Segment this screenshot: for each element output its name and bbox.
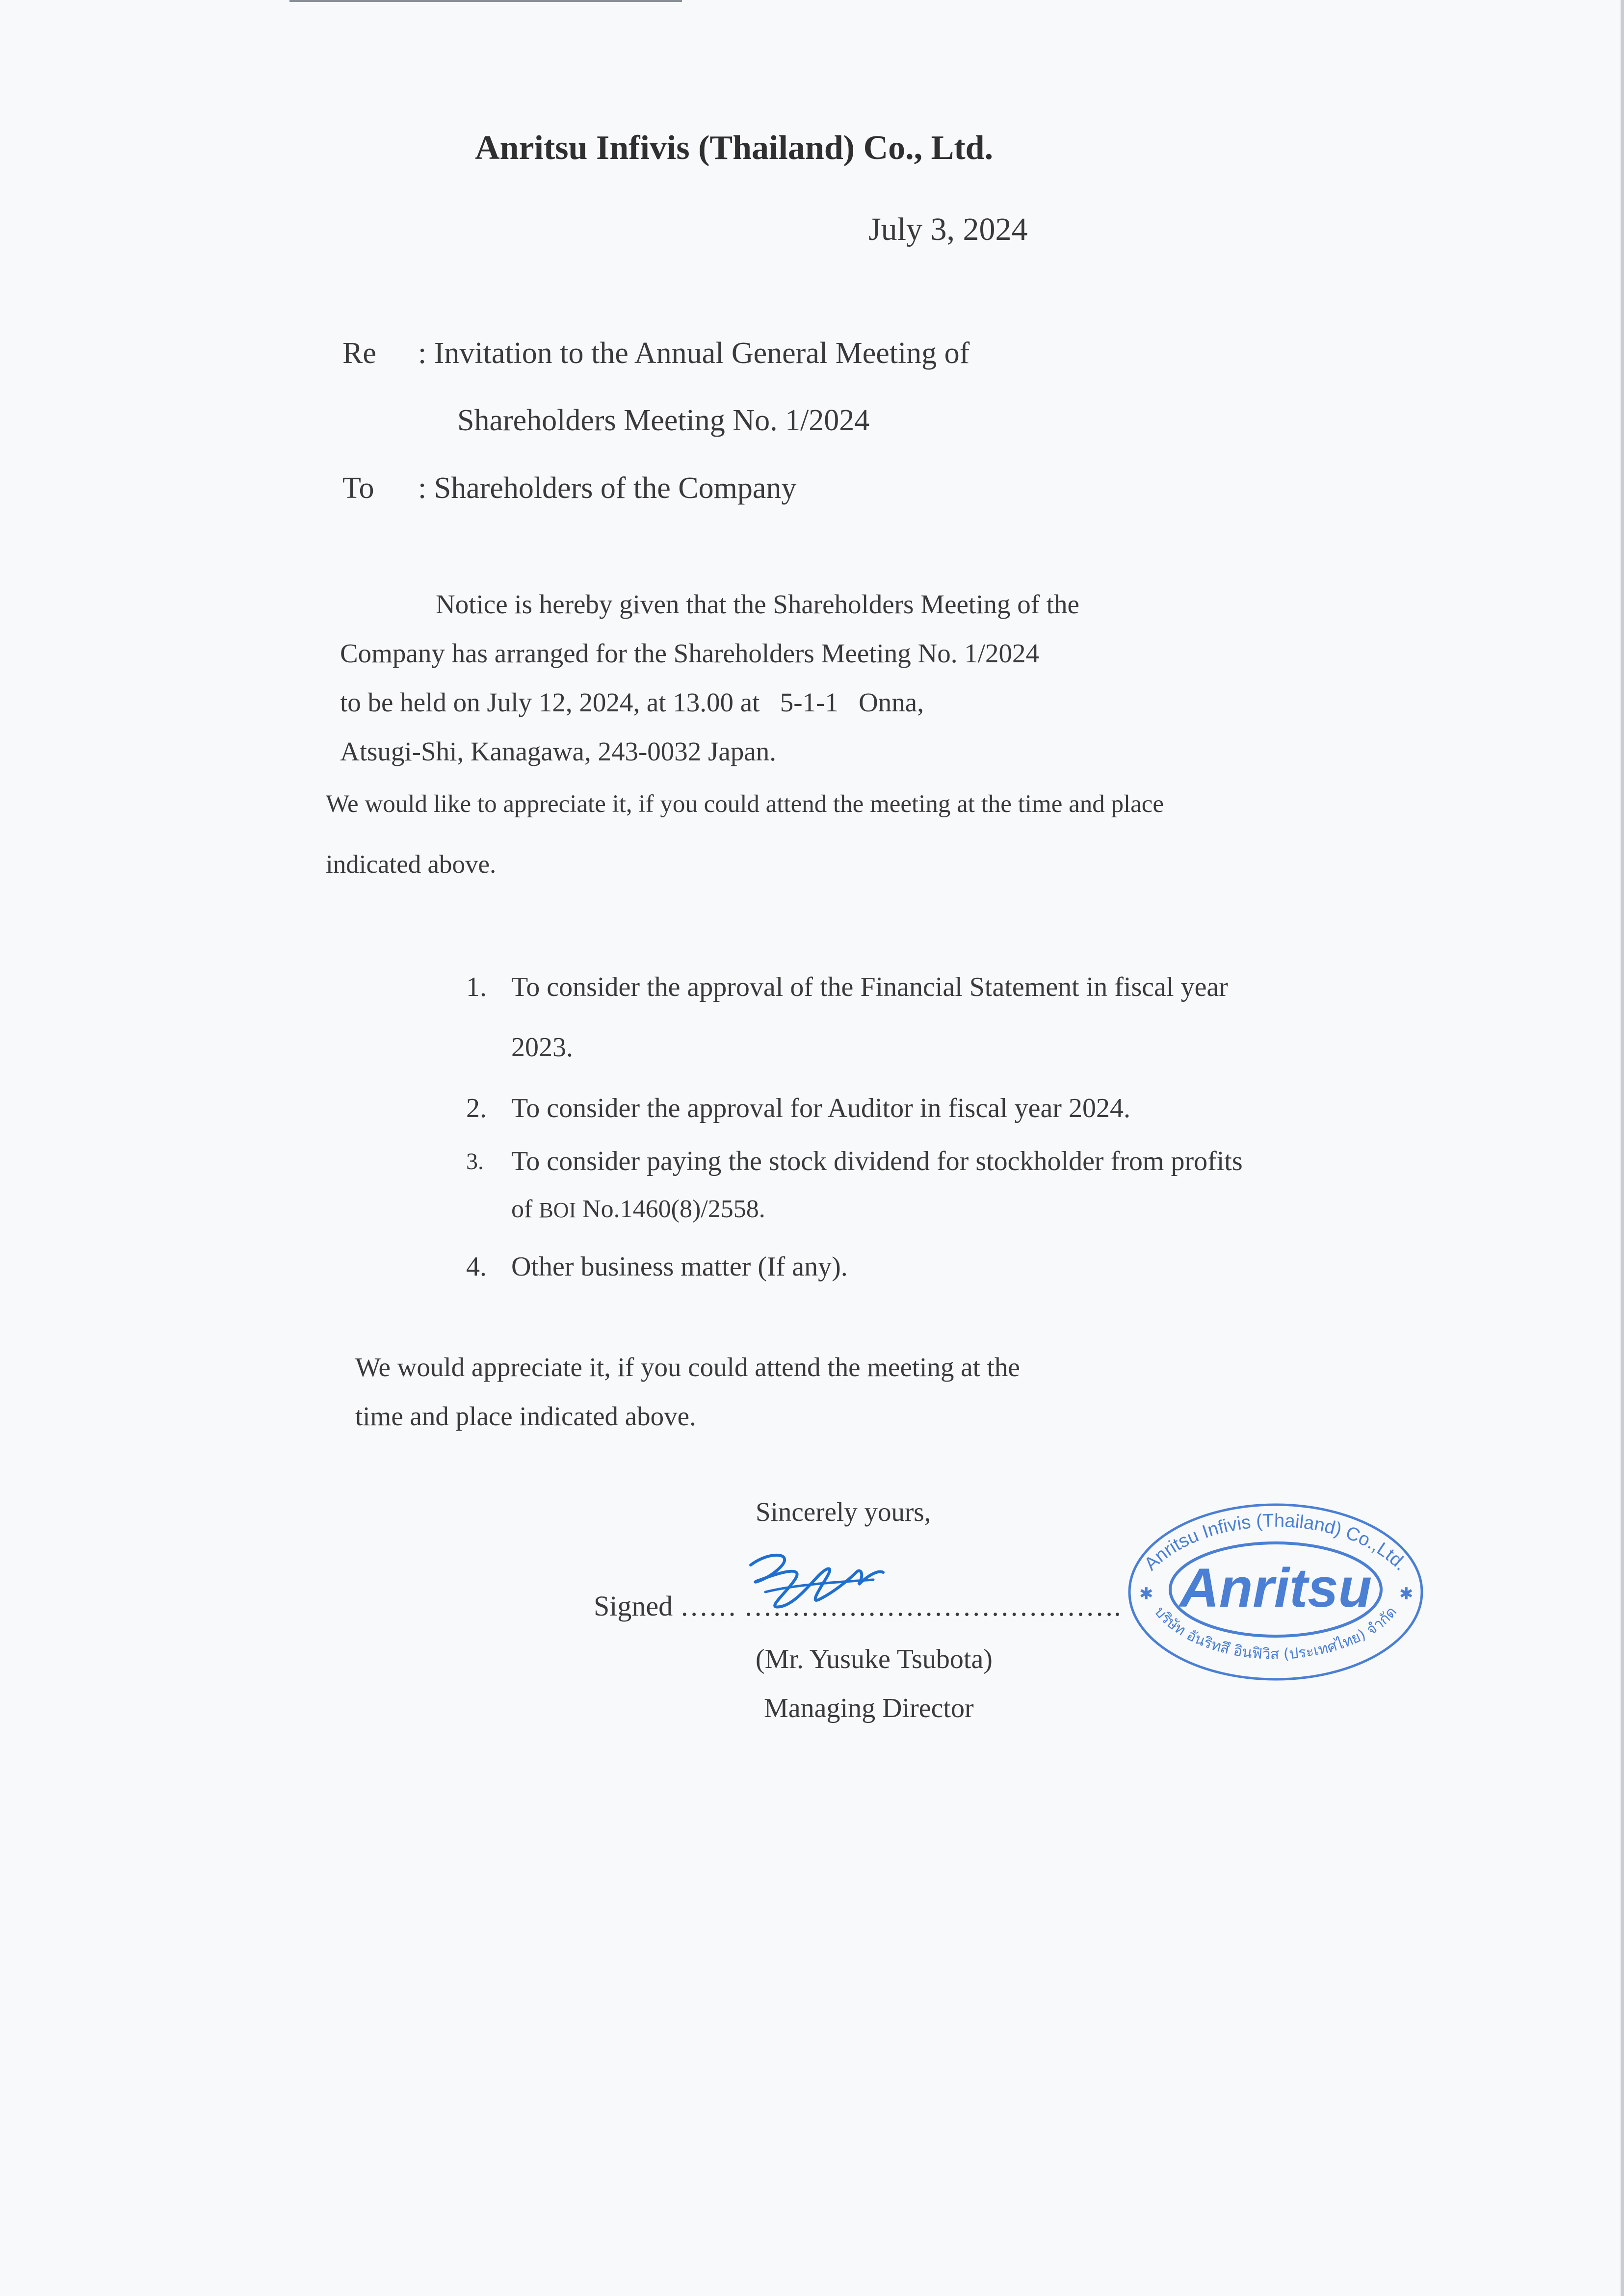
- salutation: Sincerely yours,: [756, 1497, 931, 1527]
- re-label: Re: [342, 337, 376, 370]
- agenda-number-1: 1.: [466, 972, 487, 1002]
- agenda-item-3-suffix: No.1460(8)/2558.: [576, 1195, 765, 1223]
- handwritten-signature: [736, 1545, 932, 1629]
- scan-edge-top: [289, 0, 682, 2]
- re-line-2: Shareholders Meeting No. 1/2024: [457, 404, 870, 437]
- agenda-item-3-boi: BOI: [539, 1198, 576, 1222]
- seal-logo-text: Anritsu: [1179, 1557, 1372, 1618]
- to-text: : Shareholders of the Company: [418, 471, 797, 505]
- notice-line-5: We would like to appreciate it, if you could attend the meeting at the time and place: [326, 790, 1164, 818]
- closing-line-1: We would appreciate it, if you could attend the meeting at the: [355, 1352, 1020, 1382]
- agenda-item-4: Other business matter (If any).: [511, 1252, 848, 1282]
- agenda-number-4: 4.: [466, 1252, 487, 1282]
- signature-dots: …… ………………………………….: [680, 1590, 1121, 1622]
- signer-name: (Mr. Yusuke Tsubota): [756, 1644, 993, 1674]
- notice-line-2: Company has arranged for the Shareholders Meeting No. 1/2024: [340, 638, 1040, 668]
- notice-line-4: Atsugi-Shi, Kanagawa, 243-0032 Japan.: [340, 736, 776, 766]
- seal-top-text: Anritsu Infivis (Thailand) Co.,Ltd.: [1140, 1510, 1412, 1575]
- company-seal-stamp: [1119, 1489, 1433, 1685]
- svg-text:✱: ✱: [1139, 1584, 1153, 1604]
- notice-line-3: to be held on July 12, 2024, at 13.00 at 5-1-1 Onna,: [340, 687, 924, 717]
- company-name: Anritsu Infivis (Thailand) Co., Ltd.: [475, 129, 994, 167]
- agenda-item-2: To consider the approval for Auditor in fiscal year 2024.: [511, 1093, 1130, 1123]
- closing-line-2: time and place indicated above.: [355, 1401, 696, 1431]
- signed-label: Signed: [594, 1590, 673, 1622]
- letter-date: July 3, 2024: [868, 211, 1028, 247]
- agenda-item-3-prefix: of: [511, 1195, 539, 1223]
- to-label: To: [342, 471, 374, 505]
- agenda-number-3: 3.: [466, 1148, 484, 1174]
- seal-bottom-text: บริษัท อันริทสึ อินฟิวิส (ประเทศไทย) จำกัด: [1151, 1603, 1401, 1663]
- notice-line-6: indicated above.: [326, 850, 497, 879]
- agenda-item-3-line-1: To consider paying the stock dividend for stockholder from profits: [511, 1146, 1243, 1176]
- re-line-1: : Invitation to the Annual General Meeting of: [418, 337, 970, 370]
- agenda-item-1-line-1: To consider the approval of the Financial Statement in fiscal year: [511, 972, 1228, 1002]
- notice-line-1: Notice is hereby given that the Shareholders Meeting of the: [436, 589, 1079, 619]
- scan-edge-right: [1621, 0, 1624, 2296]
- signer-title: Managing Director: [764, 1693, 974, 1723]
- svg-text:✱: ✱: [1399, 1584, 1414, 1604]
- agenda-item-3-line-2: [511, 1195, 765, 1224]
- agenda-item-1-line-2: 2023.: [511, 1032, 573, 1063]
- agenda-number-2: 2.: [466, 1093, 487, 1123]
